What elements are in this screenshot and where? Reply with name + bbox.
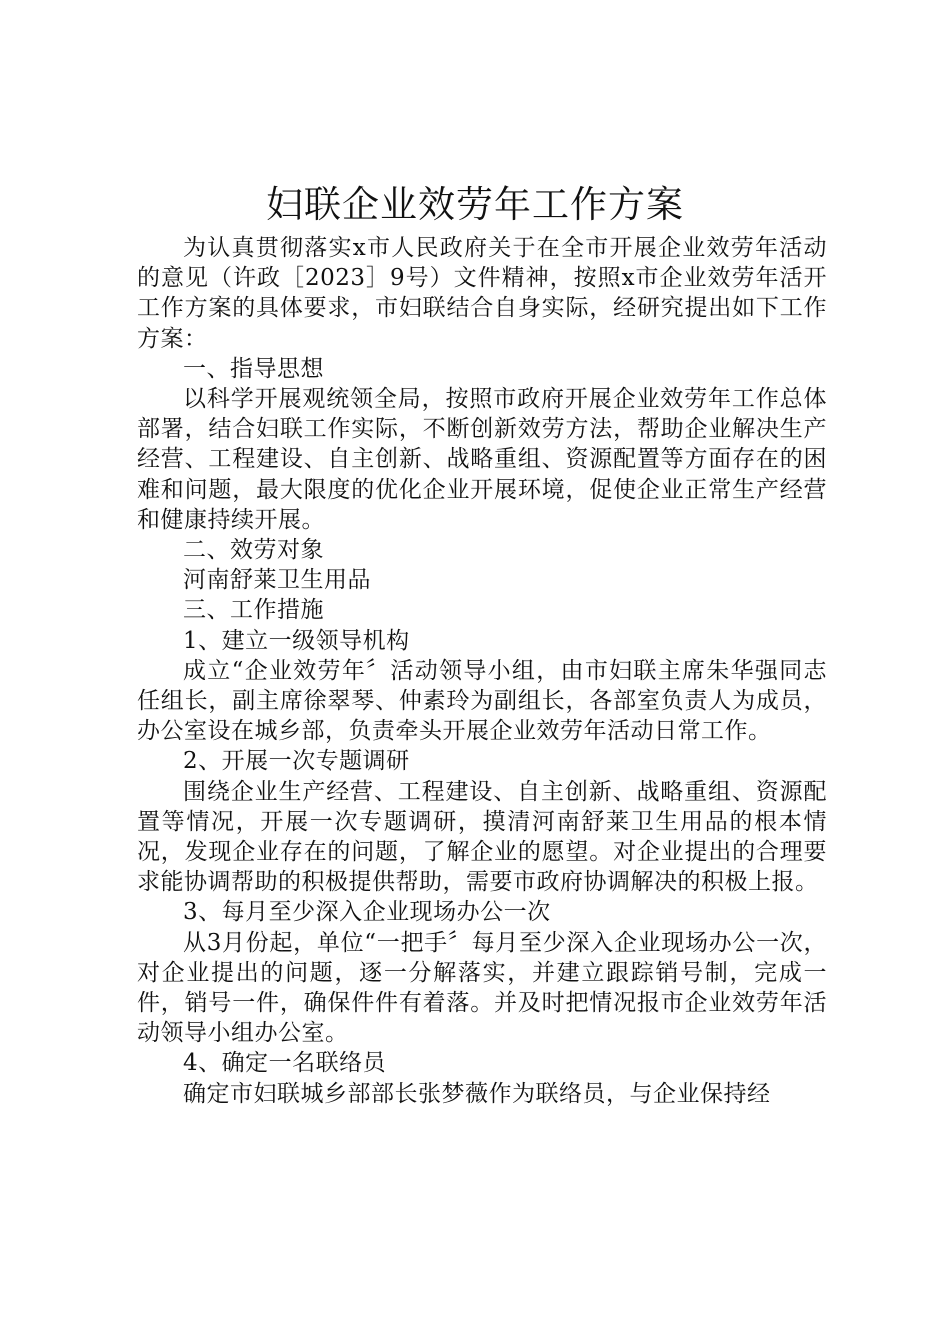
subheading-measure-3: 3、每月至少深入企业现场办公一次 <box>183 899 551 926</box>
document-title: 妇联企业效劳年工作方案 <box>266 183 684 226</box>
paragraph-service-target: 河南舒莱卫生用品 <box>183 567 371 594</box>
subheading-measure-1: 1、建立一级领导机构 <box>183 627 410 654</box>
paragraph-measure-3: 从3月份起，单位“一把手〞每月至少深入企业现场办公一次，对企业提出的问题，逐一分解落实，并建立跟踪销号制，完成一件，销号一件，确保件件有着落。并及时把情况报市企业效劳年活动领导小组办公室。 <box>137 929 827 1047</box>
heading-guiding-ideology: 一、指导思想 <box>183 355 324 382</box>
heading-service-target: 二、效劳对象 <box>183 537 324 564</box>
paragraph-intro: 为认真贯彻落实x市人民政府关于在全市开展企业效劳年活动的意见（许政［2023］9号）文件精神，按照x市企业效劳年活开工作方案的具体要求，市妇联结合自身实际，经研究提出如下工作方案： <box>137 235 827 352</box>
paragraph-measure-4: 确定市妇联城乡部部长张梦薇作为联络员，与企业保持经 <box>183 1080 771 1107</box>
document-body <box>137 233 827 1109</box>
subheading-measure-2: 2、开展一次专题调研 <box>183 748 410 775</box>
paragraph-guiding-ideology: 以科学开展观统领全局，按照市政府开展企业效劳年工作总体部署，结合妇联工作实际，不断创新效劳方法，帮助企业解决生产经营、工程建设、自主创新、战略重组、资源配置等方面存在的困难和问题，最大限度的优化企业开展环境，促使企业正常生产经营和健康持续开展。 <box>137 386 827 533</box>
subheading-measure-4: 4、确定一名联络员 <box>183 1050 387 1077</box>
heading-work-measures: 三、工作措施 <box>183 597 324 624</box>
paragraph-measure-2: 围绕企业生产经营、工程建设、自主创新、战略重组、资源配置等情况，开展一次专题调研，摸清河南舒莱卫生用品的根本情况，发现企业存在的问题，了解企业的愿望。对企业提出的合理要求能协调帮助的积极提供帮助，需要市政府协调解决的积极上报。 <box>137 778 827 896</box>
paragraph-measure-1: 成立“企业效劳年〞活动领导小组，由市妇联主席朱华强同志任组长，副主席徐翠琴、仲素玲为副组长，各部室负责人为成员，办公室设在城乡部，负责牵头开展企业效劳年活动日常工作。 <box>137 657 827 745</box>
